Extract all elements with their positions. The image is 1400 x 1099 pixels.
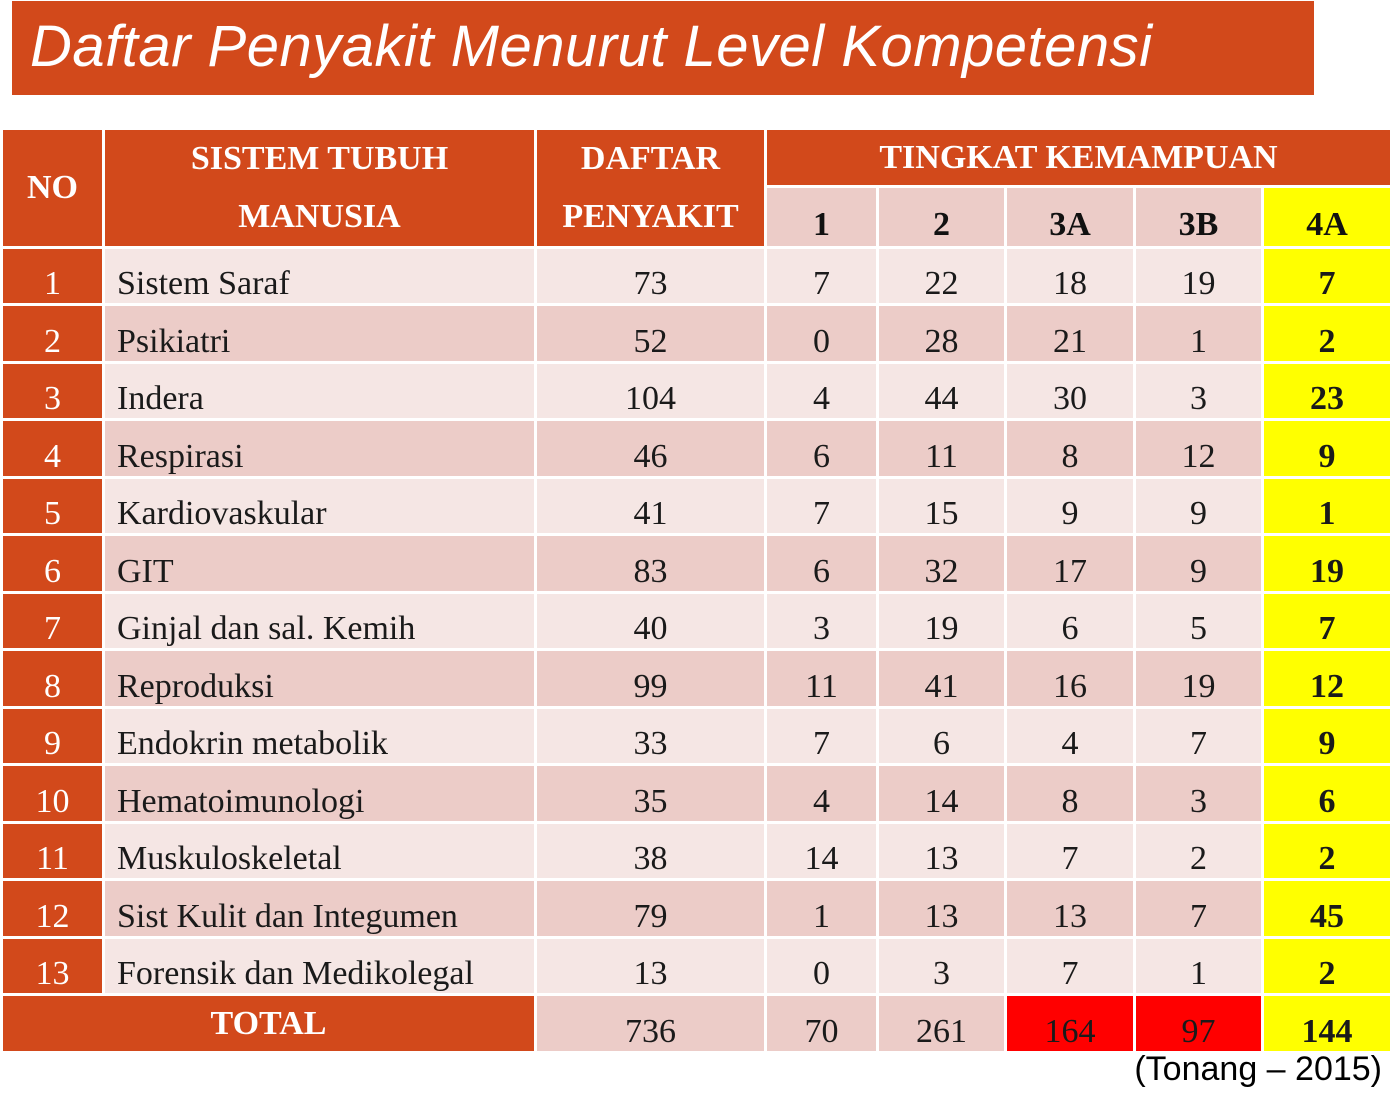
system-name: Respirasi	[104, 420, 536, 478]
level-2-value: 44	[878, 362, 1006, 420]
header-list-line2: PENYAKIT	[562, 197, 739, 235]
total-row	[2, 995, 1392, 1053]
level-4a-value: 9	[1263, 420, 1392, 478]
level-3a-value: 18	[1006, 247, 1135, 305]
row-number: 8	[2, 650, 104, 708]
disease-count: 73	[536, 247, 766, 305]
level-3b-value: 7	[1135, 880, 1263, 938]
level-1-value: 4	[766, 765, 878, 823]
level-2-value: 13	[878, 880, 1006, 938]
total-level-1: 70	[766, 995, 878, 1053]
page-title: Daftar Penyakit Menurut Level Kompetensi	[30, 14, 1153, 79]
total-section	[2, 995, 1392, 1053]
disease-count: 104	[536, 362, 766, 420]
level-3b-value: 3	[1135, 362, 1263, 420]
row-number: 1	[2, 247, 104, 305]
level-2-value: 13	[878, 822, 1006, 880]
table-row	[2, 535, 1392, 593]
row-number: 10	[2, 765, 104, 823]
disease-count: 38	[536, 822, 766, 880]
level-2-value: 41	[878, 650, 1006, 708]
level-4a-value: 1	[1263, 477, 1392, 535]
level-1-value: 1	[766, 880, 878, 938]
level-3b-value: 19	[1135, 247, 1263, 305]
level-4a-value: 9	[1263, 707, 1392, 765]
header-level-1: 1	[766, 187, 878, 247]
table-row	[2, 420, 1392, 478]
total-level-3b: 97	[1135, 995, 1263, 1053]
total-disease-count: 736	[536, 995, 766, 1053]
level-4a-value: 19	[1263, 535, 1392, 593]
total-level-4a: 144	[1263, 995, 1392, 1053]
level-1-value: 0	[766, 937, 878, 995]
table-row	[2, 305, 1392, 363]
level-4a-value: 23	[1263, 362, 1392, 420]
disease-count: 13	[536, 937, 766, 995]
level-2-value: 14	[878, 765, 1006, 823]
row-number: 12	[2, 880, 104, 938]
system-name: Ginjal dan sal. Kemih	[104, 592, 536, 650]
level-3b-value: 1	[1135, 305, 1263, 363]
level-3a-value: 9	[1006, 477, 1135, 535]
level-1-value: 4	[766, 362, 878, 420]
level-3b-value: 9	[1135, 477, 1263, 535]
system-name: Hematoimunologi	[104, 765, 536, 823]
table-row	[2, 822, 1392, 880]
header-level-4a: 4A	[1263, 187, 1392, 247]
disease-count: 99	[536, 650, 766, 708]
level-3a-value: 6	[1006, 592, 1135, 650]
row-number: 2	[2, 305, 104, 363]
level-1-value: 14	[766, 822, 878, 880]
header-no: NO	[2, 129, 104, 248]
disease-count: 33	[536, 707, 766, 765]
row-number: 6	[2, 535, 104, 593]
title-banner	[12, 1, 1314, 95]
level-1-value: 3	[766, 592, 878, 650]
table-row	[2, 592, 1392, 650]
header-system-line1: SISTEM TUBUH	[190, 140, 449, 177]
header-system-line2: MANUSIA	[238, 197, 401, 235]
total-label: TOTAL	[2, 995, 536, 1053]
disease-count: 79	[536, 880, 766, 938]
disease-count: 35	[536, 765, 766, 823]
level-4a-value: 7	[1263, 592, 1392, 650]
table-row	[2, 880, 1392, 938]
system-name: Muskuloskeletal	[104, 822, 536, 880]
system-name: Endokrin metabolik	[104, 707, 536, 765]
header-level-3a: 3A	[1006, 187, 1135, 247]
level-4a-value: 2	[1263, 937, 1392, 995]
table-row	[2, 707, 1392, 765]
level-3a-value: 21	[1006, 305, 1135, 363]
level-1-value: 7	[766, 477, 878, 535]
level-3a-value: 30	[1006, 362, 1135, 420]
level-3a-value: 8	[1006, 765, 1135, 823]
level-3a-value: 17	[1006, 535, 1135, 593]
disease-count: 40	[536, 592, 766, 650]
header-level-3b: 3B	[1135, 187, 1263, 247]
header-disease-list	[536, 129, 766, 248]
level-3b-value: 9	[1135, 535, 1263, 593]
level-4a-value: 2	[1263, 822, 1392, 880]
level-2-value: 11	[878, 420, 1006, 478]
level-3b-value: 12	[1135, 420, 1263, 478]
level-3a-value: 13	[1006, 880, 1135, 938]
level-1-value: 0	[766, 305, 878, 363]
level-1-value: 7	[766, 707, 878, 765]
level-3b-value: 2	[1135, 822, 1263, 880]
level-1-value: 6	[766, 420, 878, 478]
level-4a-value: 2	[1263, 305, 1392, 363]
level-3b-value: 7	[1135, 707, 1263, 765]
level-4a-value: 12	[1263, 650, 1392, 708]
table-row	[2, 477, 1392, 535]
level-3b-value: 1	[1135, 937, 1263, 995]
level-3b-value: 19	[1135, 650, 1263, 708]
system-name: Indera	[104, 362, 536, 420]
level-2-value: 3	[878, 937, 1006, 995]
system-name: Kardiovaskular	[104, 477, 536, 535]
header-row	[2, 129, 1392, 187]
level-2-value: 6	[878, 707, 1006, 765]
disease-count: 52	[536, 305, 766, 363]
table-row	[2, 247, 1392, 305]
row-number: 7	[2, 592, 104, 650]
level-3a-value: 8	[1006, 420, 1135, 478]
level-3a-value: 16	[1006, 650, 1135, 708]
level-3a-value: 7	[1006, 937, 1135, 995]
row-number: 3	[2, 362, 104, 420]
total-level-2: 261	[878, 995, 1006, 1053]
system-name: Sistem Saraf	[104, 247, 536, 305]
level-4a-value: 45	[1263, 880, 1392, 938]
level-2-value: 32	[878, 535, 1006, 593]
total-level-3a: 164	[1006, 995, 1135, 1053]
system-name: Psikiatri	[104, 305, 536, 363]
level-3a-value: 4	[1006, 707, 1135, 765]
table-row	[2, 362, 1392, 420]
level-1-value: 7	[766, 247, 878, 305]
row-number: 5	[2, 477, 104, 535]
system-name: GIT	[104, 535, 536, 593]
row-number: 9	[2, 707, 104, 765]
table-row	[2, 937, 1392, 995]
system-name: Forensik dan Medikolegal	[104, 937, 536, 995]
header-list-line1: DAFTAR	[580, 140, 721, 177]
level-3a-value: 7	[1006, 822, 1135, 880]
row-number: 11	[2, 822, 104, 880]
level-2-value: 19	[878, 592, 1006, 650]
system-name: Reproduksi	[104, 650, 536, 708]
row-number: 4	[2, 420, 104, 478]
header-level-2: 2	[878, 187, 1006, 247]
source-citation: (Tonang – 2015)	[1134, 1050, 1382, 1088]
level-1-value: 6	[766, 535, 878, 593]
table-row	[2, 650, 1392, 708]
level-2-value: 22	[878, 247, 1006, 305]
level-4a-value: 6	[1263, 765, 1392, 823]
competency-table	[0, 127, 1393, 1054]
level-4a-value: 7	[1263, 247, 1392, 305]
level-3b-value: 3	[1135, 765, 1263, 823]
row-number: 13	[2, 937, 104, 995]
level-2-value: 28	[878, 305, 1006, 363]
header-level-group: TINGKAT KEMAMPUAN	[766, 129, 1392, 187]
system-name: Sist Kulit dan Integumen	[104, 880, 536, 938]
table-row	[2, 765, 1392, 823]
disease-count: 41	[536, 477, 766, 535]
level-1-value: 11	[766, 650, 878, 708]
disease-count: 83	[536, 535, 766, 593]
level-3b-value: 5	[1135, 592, 1263, 650]
disease-count: 46	[536, 420, 766, 478]
level-2-value: 15	[878, 477, 1006, 535]
data-rows	[2, 247, 1392, 995]
header-system	[104, 129, 536, 248]
table-body	[2, 129, 1392, 248]
